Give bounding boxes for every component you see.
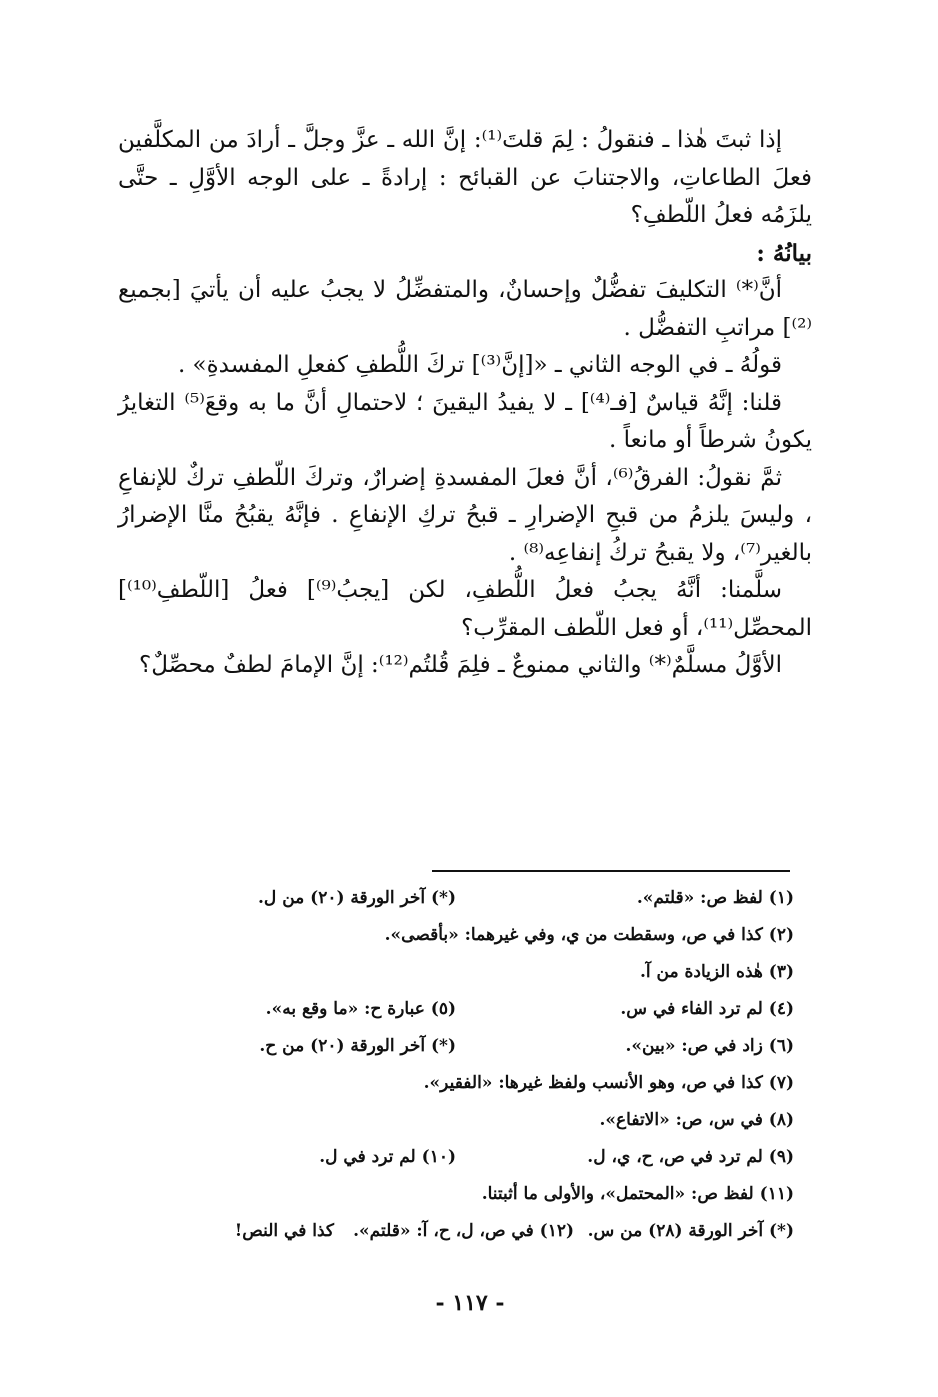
footnote-row (110, 1213, 794, 1250)
footnote-folio-h: (*) آخر الورقة (٢٠) من ح. (259, 1036, 456, 1056)
footnote-row (110, 1065, 794, 1102)
footnote-folio-s: (*) آخر الورقة (٢٨) من س. (587, 1221, 794, 1241)
paragraph-6: سلَّمنا: أنَّهُ يجبُ فعلُ اللُّطفِ، لكن [يجبُ⁽⁹⁾] فعلُ [اللّطفِ⁽¹⁰⁾] المحصِّل⁽¹¹⁾، أو فعل اللّطف المقرِّب؟ (118, 577, 812, 641)
footnote-row (110, 917, 794, 954)
footnote-row (110, 954, 794, 991)
footnote-divider (432, 870, 790, 872)
section-heading: بيانُهُ : (756, 239, 812, 267)
main-text (118, 122, 812, 685)
footnote-row (110, 1028, 794, 1065)
footnote-6: (٦) زاد في ص: «بين». (625, 1036, 794, 1056)
footnote-9: (٩) لم ترد في ص، ح، ي، ل. (587, 1147, 794, 1167)
footnotes (110, 880, 794, 1250)
footnote-11: (١١) لفظ ص: «المحتمل»، والأولى ما أثبتنا. (481, 1184, 794, 1204)
page-number: - ١١٧ - (435, 1290, 505, 1316)
paragraph-2: أنَّ⁽*⁾ التكليفَ تفضُّلٌ وإحسانٌ، والمتفضِّلُ لا يجبُ عليه أن يأتيَ [بجميع ⁽²⁾] مراتبِ التفضُّل . (118, 277, 812, 341)
paragraph-5: ثمَّ نقولُ: الفرقُ⁽⁶⁾، أنَّ فعلَ المفسدةِ إضرارٌ، وتركَ اللّطفِ تركٌ للإنفاعِ ، وليسَ يلزمُ من قبحِ الإضرارِ ـ قبحُ تركِ الإنفاعِ . فإنَّهُ يقبُحُ منَّا الإضرارُ بالغير⁽⁷⁾، ولا يقبحُ تركُ إنفاعِه⁽⁸⁾ . (118, 464, 812, 566)
footnote-row (110, 1139, 794, 1176)
footnote-10: (١٠) لم ترد في ل. (319, 1147, 456, 1167)
footnote-row (110, 1102, 794, 1139)
footnote-12: (١٢) في ص، ل، ح، آ: «قلتم». (353, 1221, 574, 1241)
footnote-5: (٥) عبارة ح: «ما وقع به». (265, 999, 456, 1019)
footnote-8: (٨) في س، ص: «الاتفاع». (599, 1110, 794, 1130)
footnote-12-note: كذا في النص! (234, 1221, 334, 1241)
footnote-row (110, 880, 794, 917)
footnote-7: (٧) كذا في ص، وهو الأنسب ولفظ غيرها: «الفقير». (423, 1073, 794, 1093)
footnote-row (110, 1176, 794, 1213)
paragraph-4: قلنا: إنَّهُ قياسٌ [فـ⁽⁴⁾] ـ لا يفيدُ اليقينَ ؛ لاحتمالِ أنَّ ما به وقعَ⁽⁵⁾ التغايرُ يكونُ شرطاً أو مانعاً . (118, 389, 812, 453)
paragraph-3: قولُهُ ـ في الوجه الثاني ـ «[إنَّ⁽³⁾] تركَ اللُّطفِ كفعلِ المفسدةِ» . (177, 352, 782, 378)
footnote-row (110, 991, 794, 1028)
footnote-folio-l: (*) آخر الورقة (٢٠) من ل. (258, 888, 456, 908)
footnote-4: (٤) لم ترد الفاء في س. (620, 999, 794, 1019)
footnote-1: (١) لفظ ص: «قلتم». (636, 888, 794, 908)
footnote-2: (٢) كذا في ص، وسقطت من ي، وفي غيرهما: «بأقصى». (384, 925, 794, 945)
paragraph-1: إذا ثبتَ هٰذا ـ فنقولُ : لِمَ قلتَ⁽¹⁾: إنَّ الله ـ عزَّ وجلَّ ـ أرادَ من المكلَّفين فعلَ الطاعاتِ، والاجتنابَ عن القبائح : إرادةً ـ على الوجه الأوَّلِ ـ حتَّى يلزَمُه فعلُ اللّطفِ؟ (118, 127, 812, 228)
paragraph-7: الأوَّلُ مسلَّمٌ⁽*⁾ والثاني ممنوعٌ ـ فلِمَ قُلتُم⁽¹²⁾: إنَّ الإمامَ لطفٌ محصِّلٌ؟ (139, 652, 782, 678)
footnote-3: (٣) هٰذه الزيادة من آ. (639, 962, 794, 982)
